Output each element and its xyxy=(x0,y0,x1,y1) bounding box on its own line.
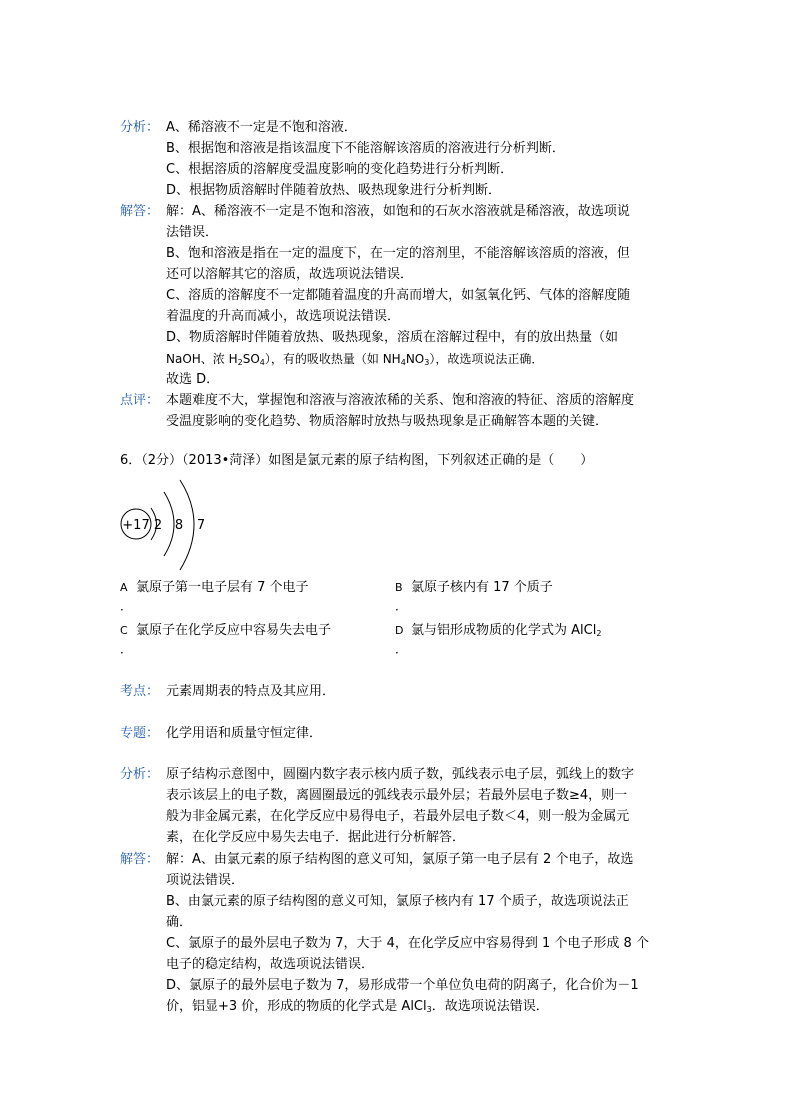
zhuanti-label: 专题： xyxy=(120,726,160,741)
option-b[interactable]: B 氯原子核内有 17 个质子 ． xyxy=(395,580,553,613)
comment-line: 受温度影响的变化趋势、物质溶解时放热与吸热现象是正确解答本题的关键． xyxy=(166,414,609,429)
option-c[interactable]: C 氯原子在化学反应中容易失去电子 ． xyxy=(120,623,332,656)
option-d-subscript: 2 xyxy=(596,629,602,638)
analysis-line: 表示该层上的电子数，离圆圈最远的弧线表示最外层；若最外层电子数≥4，则一 xyxy=(166,788,628,803)
option-a-text: 氯原子第一电子层有 7 个电子 xyxy=(136,580,309,595)
analysis-line: C、根据溶质的溶解度受温度影响的变化趋势进行分析判断． xyxy=(166,162,514,177)
answer-line: 解：A、由氯元素的原子结构图的意义可知，氯原子第一电子层有 2 个电子，故选 xyxy=(166,852,634,867)
option-c-text: 氯原子在化学反应中容易失去电子 xyxy=(136,623,332,638)
answer-line: 解：A、稀溶液不一定是不饱和溶液，如饱和的石灰水溶液就是稀溶液，故选项说 xyxy=(166,204,630,219)
analysis-label: 分析： xyxy=(120,767,160,782)
analysis-line: B、根据饱和溶液是指该温度下不能溶解该溶质的溶液进行分析判断． xyxy=(166,141,565,156)
answer-section-q5 xyxy=(120,202,680,391)
kaodian-section xyxy=(120,682,680,703)
option-a-letter: A xyxy=(120,581,128,594)
kaodian-text: 元素周期表的特点及其应用． xyxy=(166,684,336,699)
answer-label: 解答： xyxy=(120,852,160,867)
analysis-line: A、稀溶液不一定是不饱和溶液． xyxy=(166,120,357,135)
shell-2-arc xyxy=(164,492,174,556)
comment-section-q5 xyxy=(120,391,680,433)
analysis-line: 原子结构示意图中，圆圈内数字表示核内质子数，弧线表示电子层，弧线上的数字 xyxy=(166,767,635,782)
answer-line: D、氯原子的最外层电子数为 7，易形成带一个单位负电荷的阴离子，化合价为－1 xyxy=(166,978,639,993)
nucleus-charge: +17 xyxy=(122,518,150,533)
answer-line: B、由氯元素的原子结构图的意义可知，氯原子核内有 17 个质子，故选项说法正 xyxy=(166,894,629,909)
option-d-letter: D xyxy=(395,624,404,637)
shell-1-electrons: 2 xyxy=(153,518,163,533)
shell-3-electrons: 7 xyxy=(196,518,206,533)
option-d-text: 氯与铝形成物质的化学式为 AlCl xyxy=(411,623,597,638)
shell-2-electrons: 8 xyxy=(174,518,184,533)
option-d[interactable]: D 氯与铝形成物质的化学式为 AlCl$_2$ ． xyxy=(395,623,602,656)
answer-section-q6 xyxy=(120,850,680,1018)
analysis-line: 般为非金属元素，在化学反应中易得电子，若最外层电子数＜4，则一般为金属元 xyxy=(166,809,630,824)
answer-line: B、饱和溶液是指在一定的温度下，在一定的溶剂里，不能溶解该溶质的溶液，但 xyxy=(166,246,630,261)
answer-line: 着温度的升高而减小，故选项说法错误． xyxy=(166,309,401,324)
analysis-section-q5 xyxy=(120,118,680,202)
option-b-text: 氯原子核内有 17 个质子 xyxy=(411,580,553,595)
answer-line: C、溶质的溶解度不一定都随着温度的升高而增大，如氢氧化钙、气体的溶解度随 xyxy=(166,288,631,303)
option-c-letter: C xyxy=(120,624,128,637)
question-6-stem: 6．（2分）（2013•菏泽）如图是氯元素的原子结构图，下列叙述正确的是（ ） xyxy=(120,453,594,468)
comment-line: 本题难度不大，掌握饱和溶液与溶液浓稀的关系、饱和溶液的特征、溶质的溶解度 xyxy=(166,393,635,408)
answer-label: 解答： xyxy=(120,204,160,219)
answer-final: 故选 D． xyxy=(166,372,220,387)
chlorine-atom-diagram xyxy=(118,478,238,574)
analysis-section-q6 xyxy=(120,765,680,849)
comment-label: 点评： xyxy=(120,393,160,408)
zhuanti-text: 化学用语和质量守恒定律． xyxy=(166,726,323,741)
analysis-line: 素，在化学反应中易失去电子．据此进行分析解答． xyxy=(166,830,466,845)
answer-line-formula: NaOH、浓 $H_2SO_4$），有的吸收热量（如 $NH_4NO_3$），故选项说法正确． xyxy=(166,352,544,367)
answer-line: D、物质溶解时伴随着放热、吸热现象，溶质在溶解过程中，有的放出热量（如 xyxy=(166,330,619,345)
kaodian-label: 考点： xyxy=(120,684,160,699)
answer-line: 项说法错误． xyxy=(166,873,245,888)
zhuanti-section xyxy=(120,724,680,745)
answer-line-formula: 价，铝显+3 价，形成的物质的化学式是 AlCl$_3$．故选项说法错误． xyxy=(166,999,549,1014)
option-a[interactable]: A 氯原子第一电子层有 7 个电子 ． xyxy=(120,580,309,613)
answer-line: 电子的稳定结构，故选项说法错误． xyxy=(166,957,375,972)
answer-line: 还可以溶解其它的溶质，故选项说法错误． xyxy=(166,267,414,282)
answer-line: 法错误． xyxy=(166,225,219,240)
answer-line: 确． xyxy=(166,915,193,930)
analysis-line: D、根据物质溶解时伴随着放热、吸热现象进行分析判断． xyxy=(166,183,502,198)
option-b-letter: B xyxy=(395,581,403,594)
analysis-label: 分析： xyxy=(120,120,160,135)
answer-line: C、氯原子的最外层电子数为 7，大于 4，在化学反应中容易得到 1 个电子形成 8 个 xyxy=(166,936,649,951)
